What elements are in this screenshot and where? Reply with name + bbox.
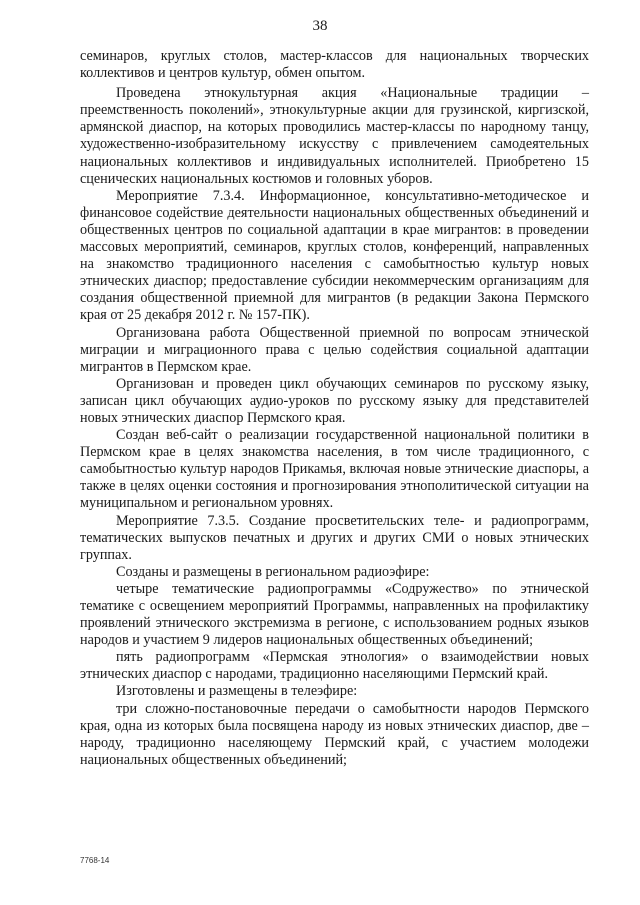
paragraph-russian-seminars: Организован и проведен цикл обучающих семинаров по русскому языку, записан цикл обучающих аудио-уроков по русскому языку для представителей новых этнических диаспор Пермского края.	[80, 375, 589, 426]
paragraph-measure-7-3-4: Мероприятие 7.3.4. Информационное, консультативно-методическое и финансовое содействие деятельности национальных общественных объединений и общественных центров по социальной адаптации в крае мигрантов: в проведении массовых мероприятий, семинаров, круглых столов, конференций, направленных на знакомство традиционного населения с самобытностью культур новых этнических диаспор; предоставление субсидии некоммерческим организациям для создания общественной приемной для мигрантов (в редакции Закона Пермского края от 25 декабря 2012 г. № 157-ПК).	[80, 187, 589, 324]
document-body	[80, 48, 589, 769]
paragraph-measure-7-3-5: Мероприятие 7.3.5. Создание просветительских теле- и радиопрограмм, тематических выпусков печатных и других и других СМИ о новых этнических группах.	[80, 512, 589, 563]
paragraph-website: Создан веб-сайт о реализации государственной национальной политики в Пермском крае в целях знакомства населения, в том числе традиционного, с самобытностью культур народов Прикамья, включая новые этнические диаспоры, а также в целях оценки состояния и прогнозирования этнополитической ситуации на муниципальном и региональном уровнях.	[80, 427, 589, 512]
page-number: 38	[312, 18, 328, 34]
paragraph-tv-programs: три сложно-постановочные передачи о самобытности народов Пермского края, одна из которых была посвящена народу из новых этнических диаспор, две – народу, традиционно населяющему Пермский край, с участием молодежи национальных общественных объединений;	[80, 700, 589, 768]
paragraph-public-reception: Организована работа Общественной приемной по вопросам этнической миграции и миграционного права с целью содействия социальной адаптации мигрантов в Пермском крае.	[80, 324, 589, 375]
paragraph-radio-heading: Созданы и размещены в региональном радиоэфире:	[116, 563, 430, 580]
document-code: 7768-14	[80, 856, 110, 865]
paragraph-radio-ethnology: пять радиопрограмм «Пермская этнология» о взаимодействии новых этнических диаспор с народами, традиционно населяющими Пермский край.	[80, 649, 589, 683]
paragraph-continuation: семинаров, круглых столов, мастер-классов для национальных творческих коллективов и центров культур, обмен опытом.	[80, 48, 589, 82]
paragraph-radio-sodruzhestvo: четыре тематические радиопрограммы «Содружество» по этнической тематике с освещением мероприятий Программы, направленных на профилактику проявлений этнического экстремизма в регионе, с использованием родных языков народов и участием 9 лидеров национальных общественных объединений;	[80, 580, 589, 649]
paragraph-tv-heading: Изготовлены и размещены в телеэфире:	[116, 683, 358, 700]
paragraph-ethnocultural-action: Проведена этнокультурная акция «Национальные традиции – преемственность поколений», этнокультурные акции для грузинской, киргизской, армянской диаспор, на которых проводились мастер-классы по народному танцу, художественно-изобразительному искусству с привлечением самодеятельных национальных коллективов и индивидуальных исполнителей. Приобретено 15 сценических национальных костюмов и головных уборов.	[80, 85, 589, 187]
